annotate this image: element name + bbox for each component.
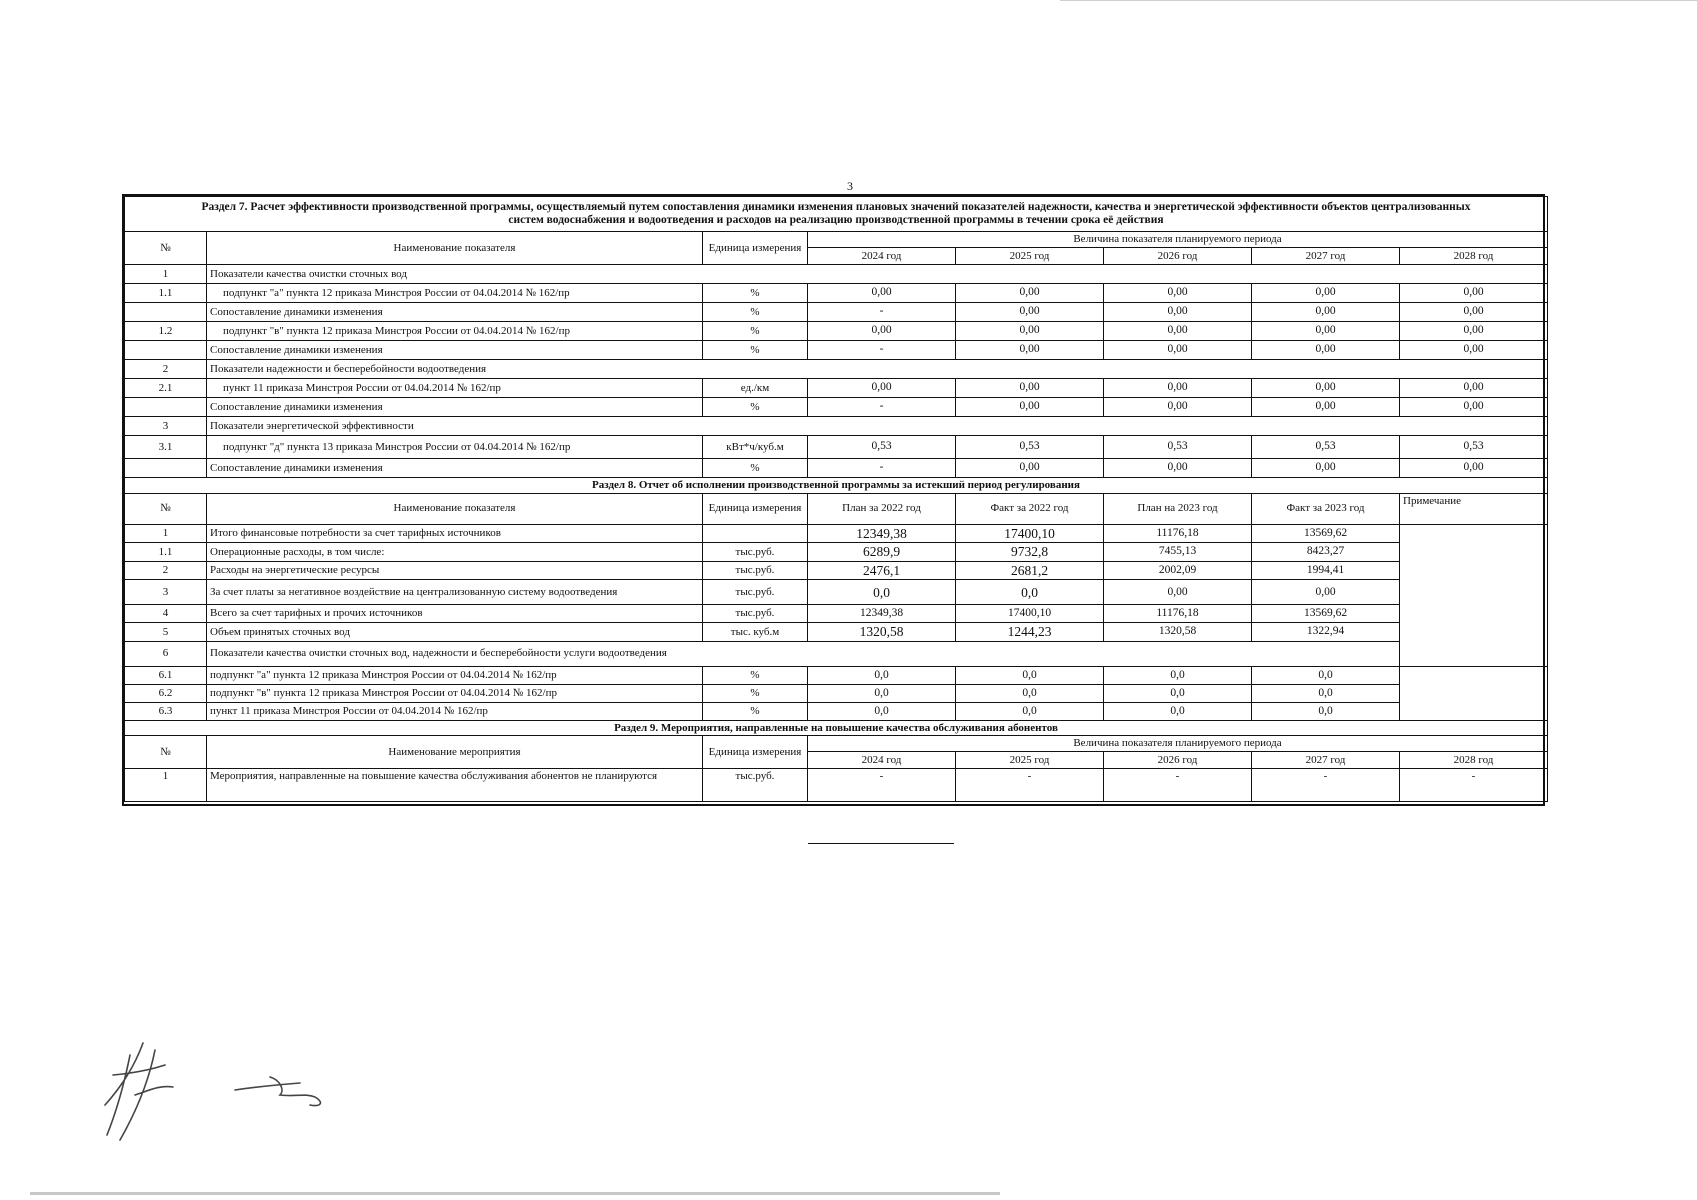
row-name: подпункт "а" пункта 12 приказа Минстроя России от 04.04.2014 № 162/пр <box>207 666 703 684</box>
section7-data-row <box>125 341 1548 360</box>
row-value: 0,0 <box>1252 702 1400 720</box>
row-name: Сопоставление динамики изменения <box>207 459 703 478</box>
row-unit: % <box>703 702 808 720</box>
row-value: 0,53 <box>1400 436 1548 459</box>
row-value: 0,0 <box>808 666 956 684</box>
row-unit: % <box>703 303 808 322</box>
row-num: 3.1 <box>125 436 207 459</box>
row-value: 0,00 <box>808 284 956 303</box>
header-fact-2023: Факт за 2023 год <box>1252 493 1400 524</box>
row-value: 0,00 <box>1252 284 1400 303</box>
row-value: 0,00 <box>956 459 1104 478</box>
row-unit: % <box>703 341 808 360</box>
header-period: Величина показателя планируемого периода <box>808 736 1548 752</box>
header-plan-2023: План на 2023 год <box>1104 493 1252 524</box>
row-value: - <box>1252 769 1400 802</box>
row-num: 6.1 <box>125 666 207 684</box>
section8-data-row <box>125 580 1548 605</box>
row-value: 0,53 <box>1252 436 1400 459</box>
row-value: 0,00 <box>1104 379 1252 398</box>
note-cell <box>1400 666 1548 720</box>
row-value: 9732,8 <box>956 543 1104 562</box>
row-num: 2 <box>125 561 207 580</box>
row-unit: % <box>703 666 808 684</box>
row-value: 0,00 <box>1400 379 1548 398</box>
section7-title-line1: Раздел 7. Расчет эффективности производственной программы, осуществляемый путем сопоставления динамики изменения плановых значений показателей надежности, качества и энергетической эффективности объектов централизованных <box>201 201 1471 213</box>
row-value: 0,0 <box>1104 684 1252 702</box>
header-num: № <box>125 493 207 524</box>
scan-top-edge <box>1060 0 1697 1</box>
row-num: 1.1 <box>125 543 207 562</box>
row-name: пункт 11 приказа Минстроя России от 04.04.2014 № 162/пр <box>207 702 703 720</box>
row-value: 7455,13 <box>1104 543 1252 562</box>
header-year: 2027 год <box>1252 752 1400 769</box>
row-unit: % <box>703 684 808 702</box>
section9-title: Раздел 9. Мероприятия, направленные на повышение качества обслуживания абонентов <box>125 720 1548 736</box>
header-year: 2027 год <box>1252 248 1400 265</box>
section9-header-row <box>125 736 1548 752</box>
header-plan-2022: План за 2022 год <box>808 493 956 524</box>
row-value: 0,00 <box>1252 341 1400 360</box>
row-name: Показатели качества очистки сточных вод, надежности и бесперебойности услуги водоотведения <box>207 641 1400 666</box>
row-unit: тыс.руб. <box>703 543 808 562</box>
row-value: 0,00 <box>1252 322 1400 341</box>
row-unit: % <box>703 459 808 478</box>
row-value: 0,00 <box>1400 459 1548 478</box>
row-value: 13569,62 <box>1252 524 1400 543</box>
row-name: Итого финансовые потребности за счет тарифных источников <box>207 524 703 543</box>
row-value: 0,0 <box>956 684 1104 702</box>
row-value: 0,00 <box>956 379 1104 398</box>
section7-group-row <box>125 417 1548 436</box>
row-num: 1 <box>125 769 207 802</box>
section7-data-row <box>125 303 1548 322</box>
row-value: - <box>808 303 956 322</box>
row-value: 0,00 <box>956 322 1104 341</box>
row-name: Всего за счет тарифных и прочих источников <box>207 605 703 623</box>
row-name: Сопоставление динамики изменения <box>207 398 703 417</box>
row-value: 1320,58 <box>1104 623 1252 642</box>
row-unit <box>703 524 808 543</box>
row-value: 0,00 <box>1252 379 1400 398</box>
row-value: 13569,62 <box>1252 605 1400 623</box>
section8-data-row <box>125 641 1548 666</box>
section8-data-row <box>125 684 1548 702</box>
row-name: Сопоставление динамики изменения <box>207 303 703 322</box>
row-value: 6289,9 <box>808 543 956 562</box>
row-value: 0,00 <box>1252 580 1400 605</box>
row-value: 1322,94 <box>1252 623 1400 642</box>
section8-data-row <box>125 605 1548 623</box>
row-num: 5 <box>125 623 207 642</box>
row-num <box>125 398 207 417</box>
row-name: подпункт "а" пункта 12 приказа Минстроя России от 04.04.2014 № 162/пр <box>207 284 703 303</box>
row-value: 0,00 <box>1252 398 1400 417</box>
row-value: 17400,10 <box>956 605 1104 623</box>
row-value: 0,0 <box>1104 702 1252 720</box>
row-name: Показатели энергетической эффективности <box>207 417 1548 436</box>
row-value: 0,0 <box>1252 666 1400 684</box>
row-value: 0,00 <box>1400 341 1548 360</box>
row-num <box>125 459 207 478</box>
handwritten-signature <box>95 1035 355 1145</box>
section8-data-row <box>125 561 1548 580</box>
section7-title <box>125 197 1548 232</box>
header-name: Наименование мероприятия <box>207 736 703 769</box>
section8-title-row <box>125 478 1548 494</box>
header-year: 2028 год <box>1400 752 1548 769</box>
row-value: 0,00 <box>1400 322 1548 341</box>
row-value: 0,0 <box>1252 684 1400 702</box>
row-value: 0,0 <box>808 580 956 605</box>
header-num: № <box>125 232 207 265</box>
header-year: 2026 год <box>1104 752 1252 769</box>
row-value: 11176,18 <box>1104 605 1252 623</box>
row-value: 0,00 <box>1104 284 1252 303</box>
header-year: 2025 год <box>956 248 1104 265</box>
header-name: Наименование показателя <box>207 493 703 524</box>
section7-data-row <box>125 322 1548 341</box>
row-value: - <box>808 398 956 417</box>
row-name: Показатели надежности и бесперебойности водоотведения <box>207 360 1548 379</box>
row-value: 0,00 <box>1252 303 1400 322</box>
row-value: 12349,38 <box>808 524 956 543</box>
row-unit: тыс.руб. <box>703 561 808 580</box>
header-year: 2026 год <box>1104 248 1252 265</box>
row-num <box>125 341 207 360</box>
section7-data-row <box>125 398 1548 417</box>
section7-group-row <box>125 360 1548 379</box>
row-unit: % <box>703 284 808 303</box>
row-name: пункт 11 приказа Минстроя России от 04.04.2014 № 162/пр <box>207 379 703 398</box>
row-value: 0,00 <box>1104 303 1252 322</box>
row-value: 0,0 <box>956 580 1104 605</box>
row-value: 2681,2 <box>956 561 1104 580</box>
row-value: 0,00 <box>1252 459 1400 478</box>
report-table <box>124 196 1548 802</box>
header-unit: Единица измерения <box>703 232 808 265</box>
section8-header-row <box>125 493 1548 524</box>
row-num: 1.1 <box>125 284 207 303</box>
row-name: Мероприятия, направленные на повышение качества обслуживания абонентов не планируются <box>207 769 703 802</box>
row-value: 1994,41 <box>1252 561 1400 580</box>
row-value: 0,53 <box>1104 436 1252 459</box>
scan-bottom-edge <box>30 1192 1000 1195</box>
row-name: подпункт "в" пункта 12 приказа Минстроя России от 04.04.2014 № 162/пр <box>207 322 703 341</box>
row-value: 8423,27 <box>1252 543 1400 562</box>
row-value: 0,0 <box>1104 666 1252 684</box>
row-value: 17400,10 <box>956 524 1104 543</box>
row-name: Расходы на энергетические ресурсы <box>207 561 703 580</box>
row-value: 0,00 <box>956 303 1104 322</box>
row-value: - <box>808 341 956 360</box>
row-name: За счет платы за негативное воздействие на централизованную систему водоотведения <box>207 580 703 605</box>
row-value: 0,0 <box>808 684 956 702</box>
section7-data-row <box>125 436 1548 459</box>
row-num: 3 <box>125 417 207 436</box>
row-value: 0,00 <box>956 284 1104 303</box>
header-period: Величина показателя планируемого периода <box>808 232 1548 248</box>
row-value: 12349,38 <box>808 605 956 623</box>
closing-rule <box>808 843 954 844</box>
header-num: № <box>125 736 207 769</box>
row-name: Объем принятых сточных вод <box>207 623 703 642</box>
row-unit: % <box>703 322 808 341</box>
row-value: 0,00 <box>808 322 956 341</box>
section9-data-row <box>125 769 1548 802</box>
row-unit: тыс.руб. <box>703 605 808 623</box>
header-unit: Единица измерения <box>703 736 808 769</box>
row-value: 0,53 <box>808 436 956 459</box>
row-value: 0,0 <box>956 702 1104 720</box>
row-value: - <box>1400 769 1548 802</box>
report-table-body <box>125 197 1548 802</box>
section8-data-row <box>125 543 1548 562</box>
section7-group-row <box>125 265 1548 284</box>
row-value: - <box>956 769 1104 802</box>
row-value: 0,00 <box>1104 580 1252 605</box>
section8-title: Раздел 8. Отчет об исполнении производственной программы за истекший период регулирования <box>125 478 1548 494</box>
row-unit: тыс.руб. <box>703 769 808 802</box>
row-num: 6.3 <box>125 702 207 720</box>
row-unit: тыс. куб.м <box>703 623 808 642</box>
row-value: - <box>1104 769 1252 802</box>
row-num: 2.1 <box>125 379 207 398</box>
row-value: 0,00 <box>1400 398 1548 417</box>
row-value: 2002,09 <box>1104 561 1252 580</box>
section9-title-row <box>125 720 1548 736</box>
header-name: Наименование показателя <box>207 232 703 265</box>
report-document <box>122 194 1545 806</box>
header-year: 2024 год <box>808 248 956 265</box>
section8-data-row <box>125 702 1548 720</box>
row-num: 3 <box>125 580 207 605</box>
page-number: 3 <box>847 179 853 193</box>
row-value: 0,00 <box>1104 459 1252 478</box>
row-value: 1244,23 <box>956 623 1104 642</box>
row-name: подпункт "д" пункта 13 приказа Минстроя России от 04.04.2014 № 162/пр <box>207 436 703 459</box>
section7-data-row <box>125 379 1548 398</box>
header-fact-2022: Факт за 2022 год <box>956 493 1104 524</box>
row-value: 0,53 <box>956 436 1104 459</box>
row-num: 6 <box>125 641 207 666</box>
row-name: Операционные расходы, в том числе: <box>207 543 703 562</box>
section7-data-row <box>125 284 1548 303</box>
row-value: 0,00 <box>1400 284 1548 303</box>
row-num: 6.2 <box>125 684 207 702</box>
section8-data-row <box>125 623 1548 642</box>
header-year: 2025 год <box>956 752 1104 769</box>
row-value: 0,00 <box>956 341 1104 360</box>
section7-title-row <box>125 197 1548 232</box>
row-value: 0,00 <box>956 398 1104 417</box>
row-value: 0,00 <box>1104 322 1252 341</box>
row-value: 11176,18 <box>1104 524 1252 543</box>
row-unit: кВт*ч/куб.м <box>703 436 808 459</box>
row-num: 1 <box>125 265 207 284</box>
row-value: - <box>808 769 956 802</box>
row-value: 0,0 <box>956 666 1104 684</box>
note-cell <box>1400 524 1548 666</box>
row-value: 0,00 <box>1104 341 1252 360</box>
row-value: 0,00 <box>808 379 956 398</box>
row-num: 2 <box>125 360 207 379</box>
header-year: 2024 год <box>808 752 956 769</box>
row-num: 1.2 <box>125 322 207 341</box>
row-value: 2476,1 <box>808 561 956 580</box>
row-name: Сопоставление динамики изменения <box>207 341 703 360</box>
row-unit: ед./км <box>703 379 808 398</box>
section8-data-row <box>125 666 1548 684</box>
row-value: 0,00 <box>1104 398 1252 417</box>
row-unit: % <box>703 398 808 417</box>
row-num: 4 <box>125 605 207 623</box>
header-unit: Единица измерения <box>703 493 808 524</box>
section8-data-row <box>125 524 1548 543</box>
row-value: - <box>808 459 956 478</box>
header-year: 2028 год <box>1400 248 1548 265</box>
section7-header-row <box>125 232 1548 248</box>
section7-title-line2: систем водоснабжения и водоотведения и расходов на реализацию производственной программы в течении срока её действия <box>508 214 1164 227</box>
row-num: 1 <box>125 524 207 543</box>
row-name: Показатели качества очистки сточных вод <box>207 265 1548 284</box>
row-num <box>125 303 207 322</box>
row-value: 0,00 <box>1400 303 1548 322</box>
row-name: подпункт "в" пункта 12 приказа Минстроя России от 04.04.2014 № 162/пр <box>207 684 703 702</box>
row-unit: тыс.руб. <box>703 580 808 605</box>
section7-data-row <box>125 459 1548 478</box>
row-value: 0,0 <box>808 702 956 720</box>
header-note: Примечание <box>1400 493 1548 524</box>
row-value: 1320,58 <box>808 623 956 642</box>
